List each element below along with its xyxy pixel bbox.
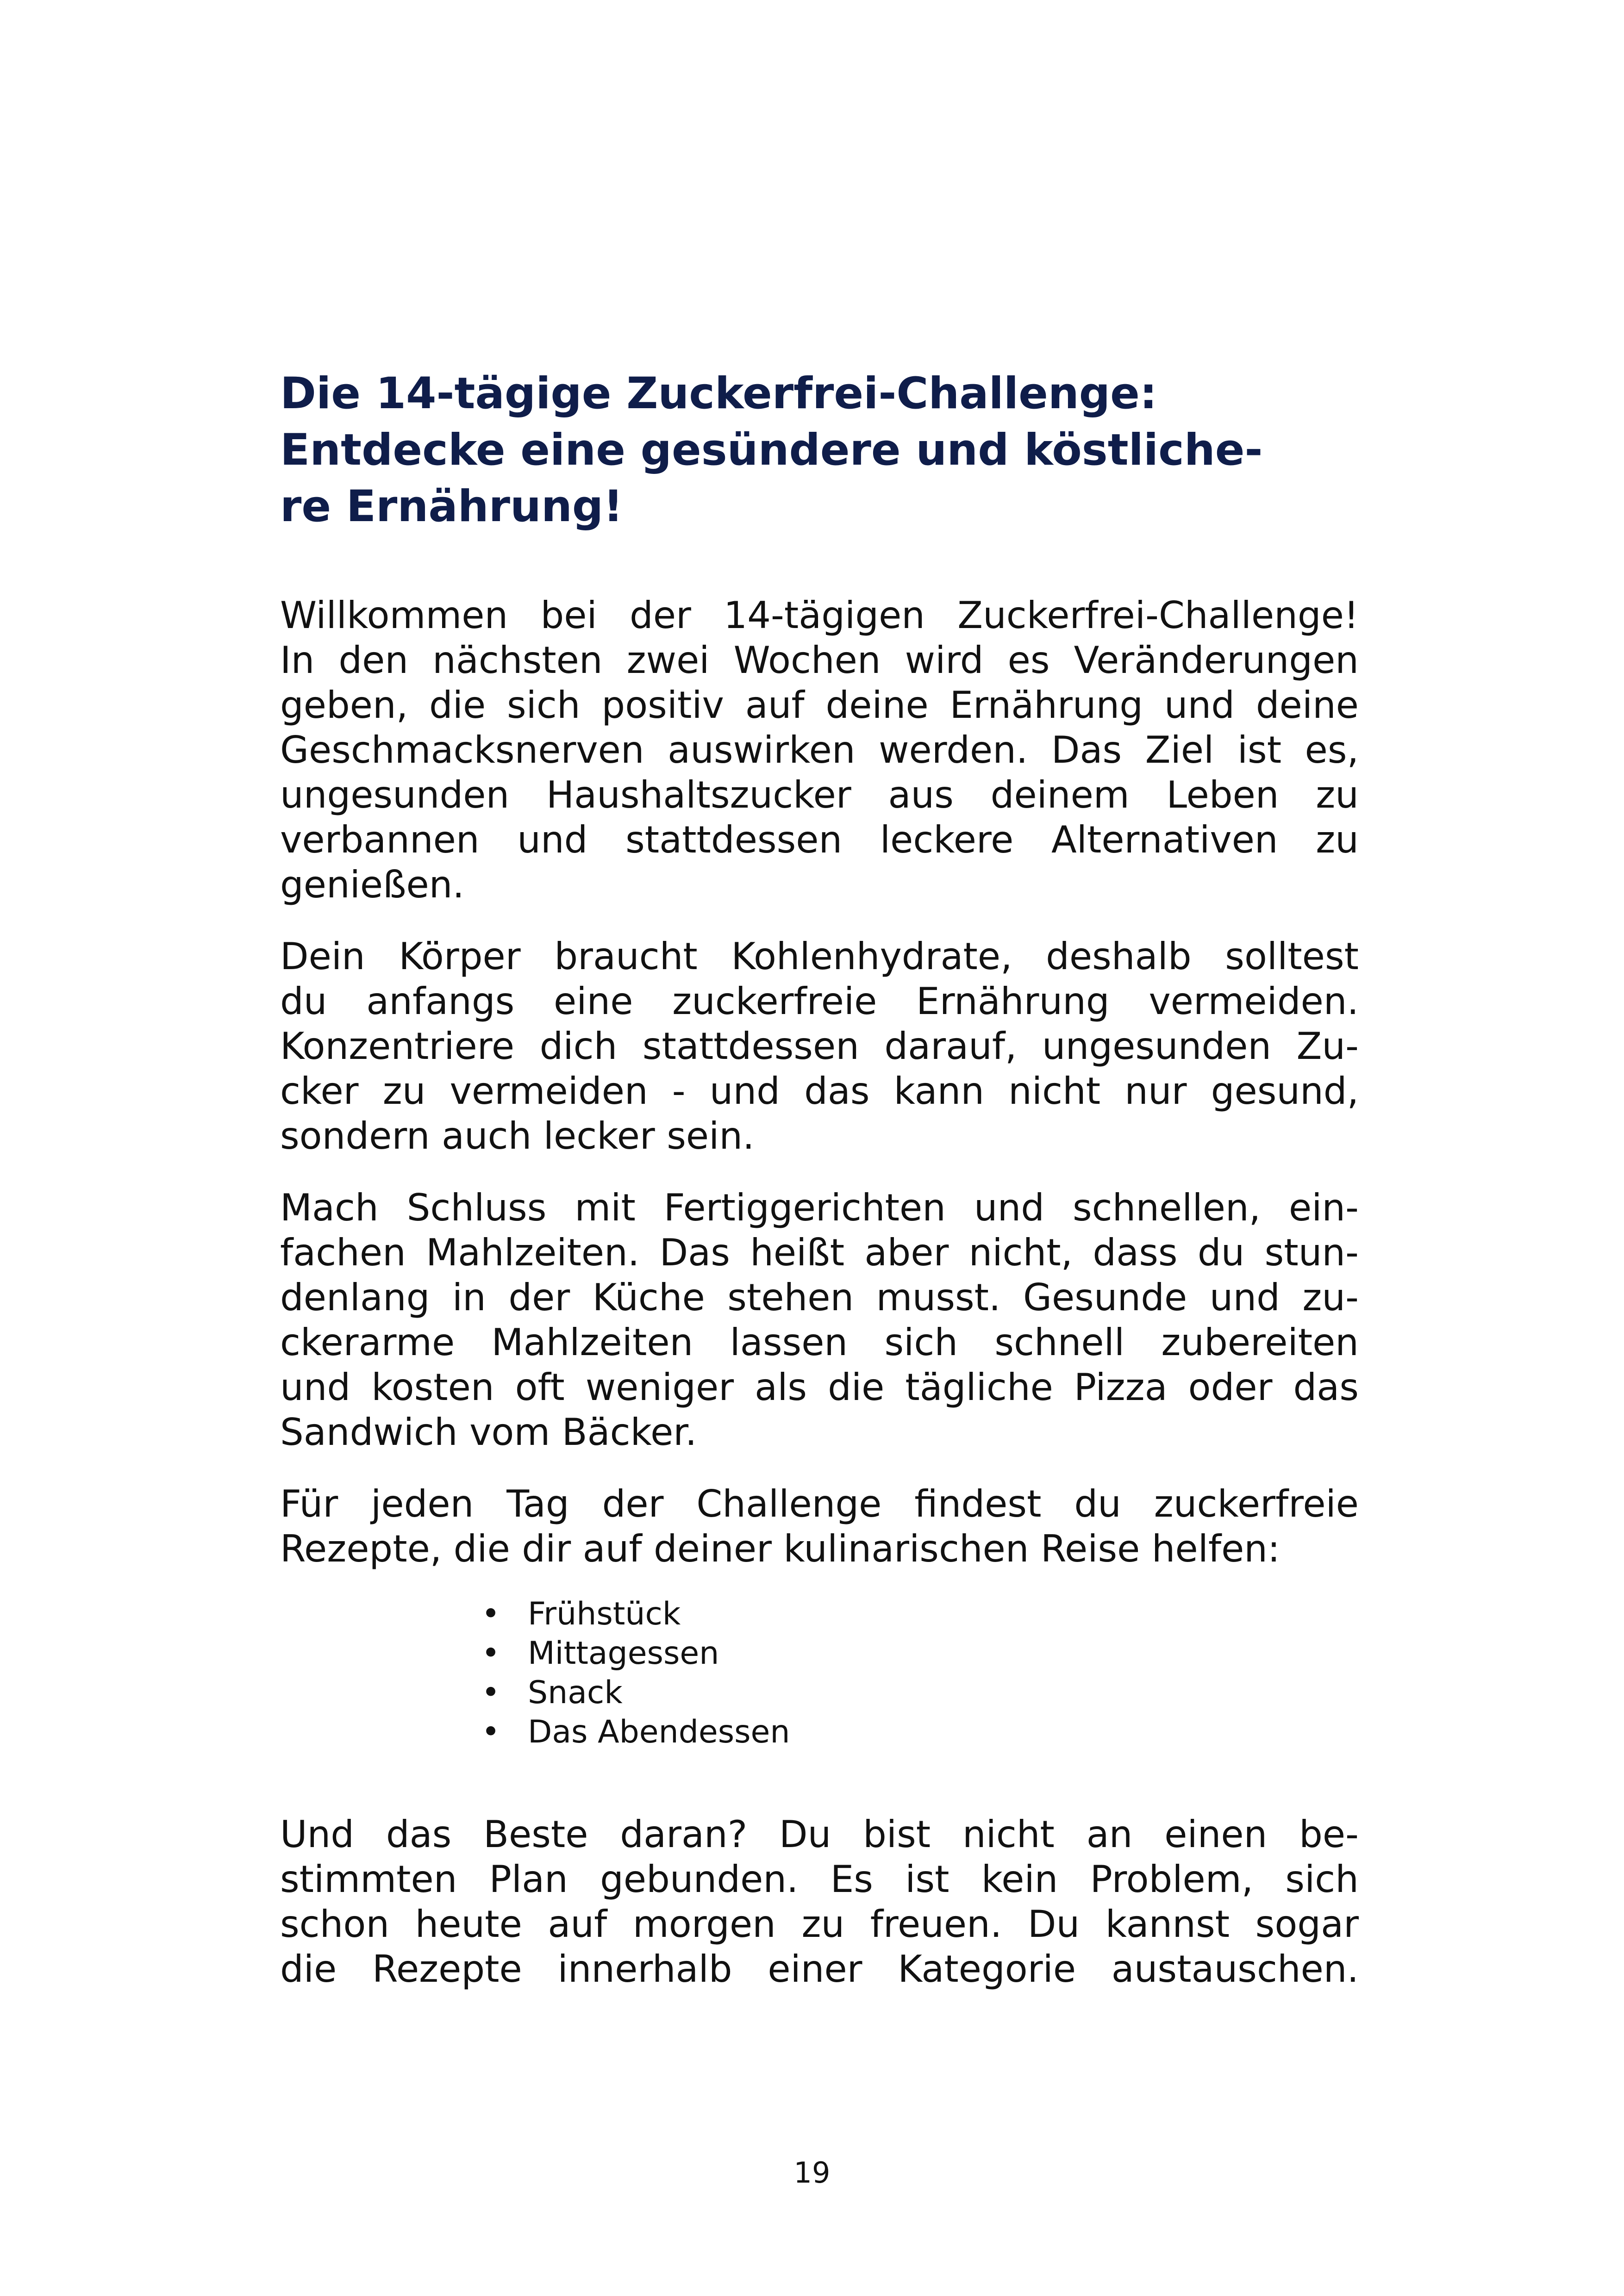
- paragraph-welcome: [280, 593, 1359, 907]
- text-line: fachen Mahlzeiten. Das heißt aber nicht, dass du stun-: [280, 1231, 1359, 1274]
- text-line: Willkommen bei der 14-tägigen Zuckerfrei-Challenge!: [280, 594, 1359, 637]
- list-item-label: Frühstück: [528, 1596, 681, 1632]
- list-item: [481, 1594, 1359, 1634]
- text-line: genießen.: [280, 863, 464, 906]
- text-line: du anfangs eine zuckerfreie Ernährung vermeiden.: [280, 980, 1359, 1023]
- text-line: stimmten Plan gebunden. Es ist kein Problem, sich: [280, 1858, 1359, 1901]
- text-line: Für jeden Tag der Challenge findest du zuckerfreie: [280, 1482, 1359, 1525]
- text-line: verbannen und stattdessen leckere Alternativen zu: [280, 818, 1359, 861]
- text-line: Geschmacksnerven auswirken werden. Das Ziel ist es,: [280, 728, 1359, 772]
- paragraph-closing: [280, 1812, 1359, 1991]
- text-line: Rezepte, die dir auf deiner kulinarischen Reise helfen:: [280, 1527, 1280, 1570]
- text-line: sondern auch lecker sein.: [280, 1114, 755, 1157]
- list-item: [481, 1712, 1359, 1752]
- bullet-icon: •: [481, 1596, 500, 1632]
- body-text: [280, 593, 1359, 1991]
- list-item: [481, 1673, 1359, 1712]
- text-line: Mach Schluss mit Fertiggerichten und schnellen, ein-: [280, 1186, 1359, 1229]
- title-line: Entdecke eine gesündere und köstliche-: [280, 425, 1263, 475]
- list-item-label: Das Abendessen: [528, 1714, 790, 1750]
- page-title: [280, 366, 1359, 535]
- list-item-label: Snack: [528, 1674, 623, 1711]
- text-line: die Rezepte innerhalb einer Kategorie austauschen.: [280, 1948, 1359, 1991]
- text-line: Und das Beste daran? Du bist nicht an einen be-: [280, 1813, 1359, 1856]
- bullet-icon: •: [481, 1635, 500, 1672]
- text-line: Dein Körper braucht Kohlenhydrate, deshalb solltest: [280, 935, 1359, 978]
- title-line: re Ernährung!: [280, 481, 624, 532]
- page-content: [280, 366, 1359, 2018]
- text-line: Konzentriere dich stattdessen darauf, ungesunden Zu-: [280, 1025, 1359, 1068]
- meal-list: [280, 1594, 1359, 1752]
- page-number: 19: [793, 2156, 831, 2190]
- text-line: ckerarme Mahlzeiten lassen sich schnell zubereiten: [280, 1321, 1359, 1364]
- text-line: cker zu vermeiden - und das kann nicht nur gesund,: [280, 1070, 1359, 1113]
- text-line: und kosten oft weniger als die tägliche Pizza oder das: [280, 1366, 1359, 1409]
- list-item-label: Mittagessen: [528, 1635, 719, 1672]
- bullet-icon: •: [481, 1674, 500, 1711]
- paragraph-ready-meals: [280, 1185, 1359, 1455]
- paragraph-recipes-intro: [280, 1481, 1359, 1571]
- paragraph-carbohydrates: [280, 934, 1359, 1158]
- list-item: [481, 1634, 1359, 1673]
- text-line: schon heute auf morgen zu freuen. Du kannst sogar: [280, 1903, 1359, 1946]
- bullet-icon: •: [481, 1714, 500, 1750]
- title-line: Die 14-tägige Zuckerfrei-Challenge:: [280, 368, 1157, 419]
- text-line: In den nächsten zwei Wochen wird es Veränderungen: [280, 639, 1359, 682]
- text-line: geben, die sich positiv auf deine Ernährung und deine: [280, 684, 1359, 727]
- text-line: Sandwich vom Bäcker.: [280, 1411, 697, 1454]
- text-line: ungesunden Haushaltszucker aus deinem Leben zu: [280, 773, 1359, 816]
- text-line: denlang in der Küche stehen musst. Gesunde und zu-: [280, 1276, 1359, 1319]
